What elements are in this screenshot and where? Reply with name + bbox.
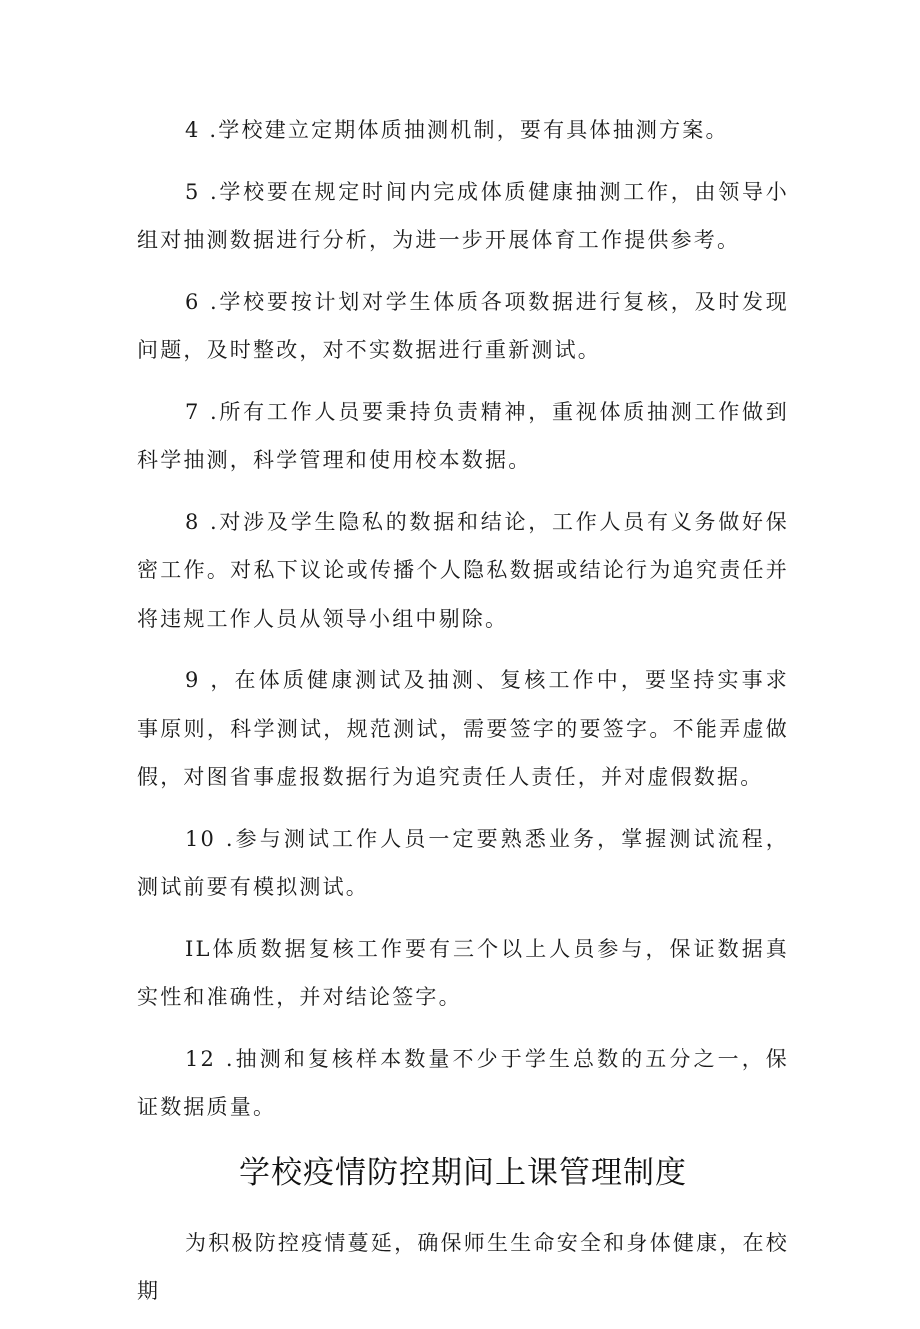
list-item: 4 .学校建立定期体质抽测机制，要有具体抽测方案。 [185, 118, 729, 142]
section-title: 学校疫情防控期间上课管理制度 [239, 1154, 687, 1191]
list-item: IL体质数据复核工作要有三个以上人员参与，保证数据真实性和准确性，并对结论签字。 [137, 936, 789, 1009]
list-item: 10 .参与测试工作人员一定要熟悉业务，掌握测试流程，测试前要有模拟测试。 [137, 826, 789, 899]
intro-paragraph: 为积极防控疫情蔓延，确保师生生命安全和身体健康，在校期 [137, 1230, 789, 1303]
list-item: 7 .所有工作人员要秉持负责精神，重视体质抽测工作做到科学抽测，科学管理和使用校本数据。 [137, 399, 789, 472]
list-item: 9 ，在体质健康测试及抽测、复核工作中，要坚持实事求事原则，科学测试，规范测试，需要签字的要签字。不能弄虚做假，对图省事虚报数据行为追究责任人责任，并对虚假数据。 [137, 668, 789, 789]
list-item: 6 .学校要按计划对学生体质各项数据进行复核，及时发现问题，及时整改，对不实数据进行重新测试。 [137, 289, 789, 362]
list-item: 12 .抽测和复核样本数量不少于学生总数的五分之一，保证数据质量。 [137, 1046, 789, 1119]
list-item: 8 .对涉及学生隐私的数据和结论，工作人员有义务做好保密工作。对私下议论或传播个人隐私数据或结论行为追究责任并将违规工作人员从领导小组中剔除。 [137, 509, 789, 631]
list-item: 5 .学校要在规定时间内完成体质健康抽测工作，由领导小组对抽测数据进行分析，为进一步开展体育工作提供参考。 [137, 179, 789, 252]
document-body [137, 106, 789, 1329]
